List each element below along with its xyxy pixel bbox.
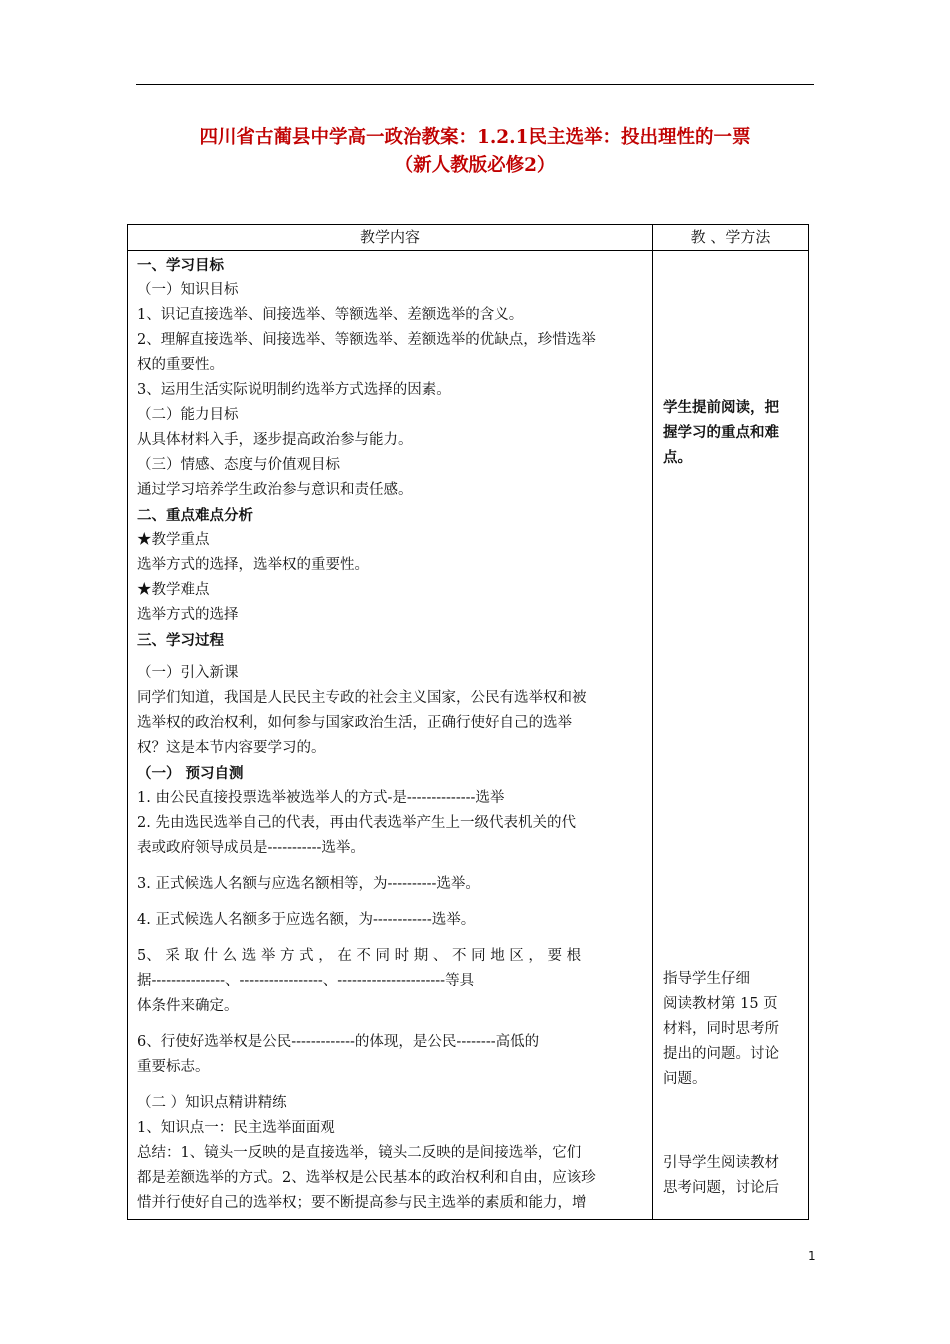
- text-line: 权的重要性。: [137, 357, 224, 373]
- method-text-line: 思考问题，讨论后: [663, 1180, 779, 1196]
- text-line: 2、理解直接选举、间接选举、等额选举、差额选举的优缺点，珍惜选举: [137, 332, 596, 348]
- lesson-table: [127, 224, 809, 1220]
- text-line: 选举方式的选择，选举权的重要性。: [137, 557, 369, 573]
- method-text-line: 引导学生阅读教材: [663, 1155, 779, 1171]
- header-rule: [136, 84, 814, 85]
- teaching-content-cell: [128, 251, 653, 1220]
- question-line: 2. 先由选民选举自己的代表，再由代表选举产生上一级代表机关的代: [137, 815, 576, 831]
- text-line: 同学们知道，我国是人民民主专政的社会主义国家，公民有选举权和被: [137, 690, 587, 706]
- method-text-line: 学生提前阅读，把: [663, 399, 779, 416]
- question-line: 重要标志。: [137, 1059, 210, 1075]
- text-line: 总结：1、镜头一反映的是直接选举，镜头二反映的是间接选举，它们: [137, 1145, 582, 1161]
- text-line: 都是差额选举的方式。2、选举权是公民基本的政治权利和自由，应该珍: [137, 1170, 596, 1186]
- text-line: 1、知识点一：民主选举面面观: [137, 1120, 335, 1136]
- spacer: [137, 897, 644, 908]
- question-line: 体条件来确定。: [137, 998, 239, 1014]
- question-line: 表或政府领导成员是-----------选举。: [137, 840, 365, 856]
- question-line: 6、行使好选举权是公民-------------的体现，是公民--------高低的: [137, 1034, 540, 1050]
- subsection-heading: （一）知识目标: [137, 282, 239, 298]
- subsection-heading: （一） 预习自测: [137, 765, 244, 782]
- method-note-preview: [663, 395, 803, 470]
- method-text-line: 阅读教材第 15 页: [663, 996, 778, 1012]
- method-text-line: 点。: [663, 449, 692, 466]
- text-line: 从具体材料入手，逐步提高政治参与能力。: [137, 432, 413, 448]
- column-header-methods: 教 、学方法: [653, 225, 809, 251]
- table-body-row: [128, 251, 809, 1220]
- spacer: [137, 1019, 644, 1030]
- method-note-discussion: [663, 1151, 803, 1201]
- section-heading: 二、重点难点分析: [137, 507, 253, 524]
- spacer: [137, 653, 644, 661]
- question-line: 3. 正式候选人名额与应选名额相等，为----------选举。: [137, 876, 480, 892]
- section-heading: 一、学习目标: [137, 257, 224, 274]
- document-subtitle: （新人教版必修2）: [394, 155, 556, 176]
- text-line: 1、识记直接选举、间接选举、等额选举、差额选举的含义。: [137, 307, 524, 323]
- question-line: 5、 采 取 什 么 选 举 方 式 ， 在 不 同 时 期 、 不 同 地 区 ， 要 根: [137, 948, 582, 964]
- subsection-heading: （三）情感、态度与价值观目标: [137, 457, 340, 473]
- text-line: 3、运用生活实际说明制约选举方式选择的因素。: [137, 382, 451, 398]
- difficulty-label: ★教学难点: [137, 582, 210, 598]
- text-line: 选举权的政治权利，如何参与国家政治生活，正确行使好自己的选举: [137, 715, 572, 731]
- subsection-heading: （二 ）知识点精讲精练: [137, 1095, 287, 1111]
- method-note-reading: [663, 967, 803, 1092]
- spacer: [137, 933, 644, 944]
- text-line: 权？这是本节内容要学习的。: [137, 740, 326, 756]
- text-line: 通过学习培养学生政治参与意识和责任感。: [137, 482, 413, 498]
- question-line: 据---------------、-----------------、----------------------等具: [137, 973, 475, 989]
- section-heading: 三、学习过程: [137, 632, 224, 649]
- method-text-line: 握学习的重点和难: [663, 424, 779, 441]
- teaching-methods-cell: [653, 251, 809, 1220]
- question-line: 1. 由公民直接投票选举被选举人的方式-是--------------选举: [137, 790, 505, 806]
- key-point-label: ★教学重点: [137, 532, 210, 548]
- subsection-heading: （二）能力目标: [137, 407, 239, 423]
- document-title: 四川省古蔺县中学高一政治教案：1.2.1民主选举：投出理性的一票: [199, 127, 751, 148]
- table-header-row: [128, 225, 809, 251]
- method-text-line: 材料，同时思考所: [663, 1021, 779, 1037]
- subsection-heading: （一）引入新课: [137, 665, 239, 681]
- method-text-line: 问题。: [663, 1071, 707, 1087]
- method-text-line: 指导学生仔细: [663, 971, 750, 987]
- spacer: [137, 861, 644, 872]
- column-header-content: 教学内容: [128, 225, 653, 251]
- question-line: 4. 正式候选人名额多于应选名额，为------------选举。: [137, 912, 476, 928]
- method-text-line: 提出的问题。讨论: [663, 1046, 779, 1062]
- page-number: 1: [808, 1249, 816, 1263]
- text-line: 惜并行使好自己的选举权；要不断提高参与民主选举的素质和能力，增: [137, 1195, 587, 1211]
- text-line: 选举方式的选择: [137, 607, 239, 623]
- spacer: [137, 1080, 644, 1091]
